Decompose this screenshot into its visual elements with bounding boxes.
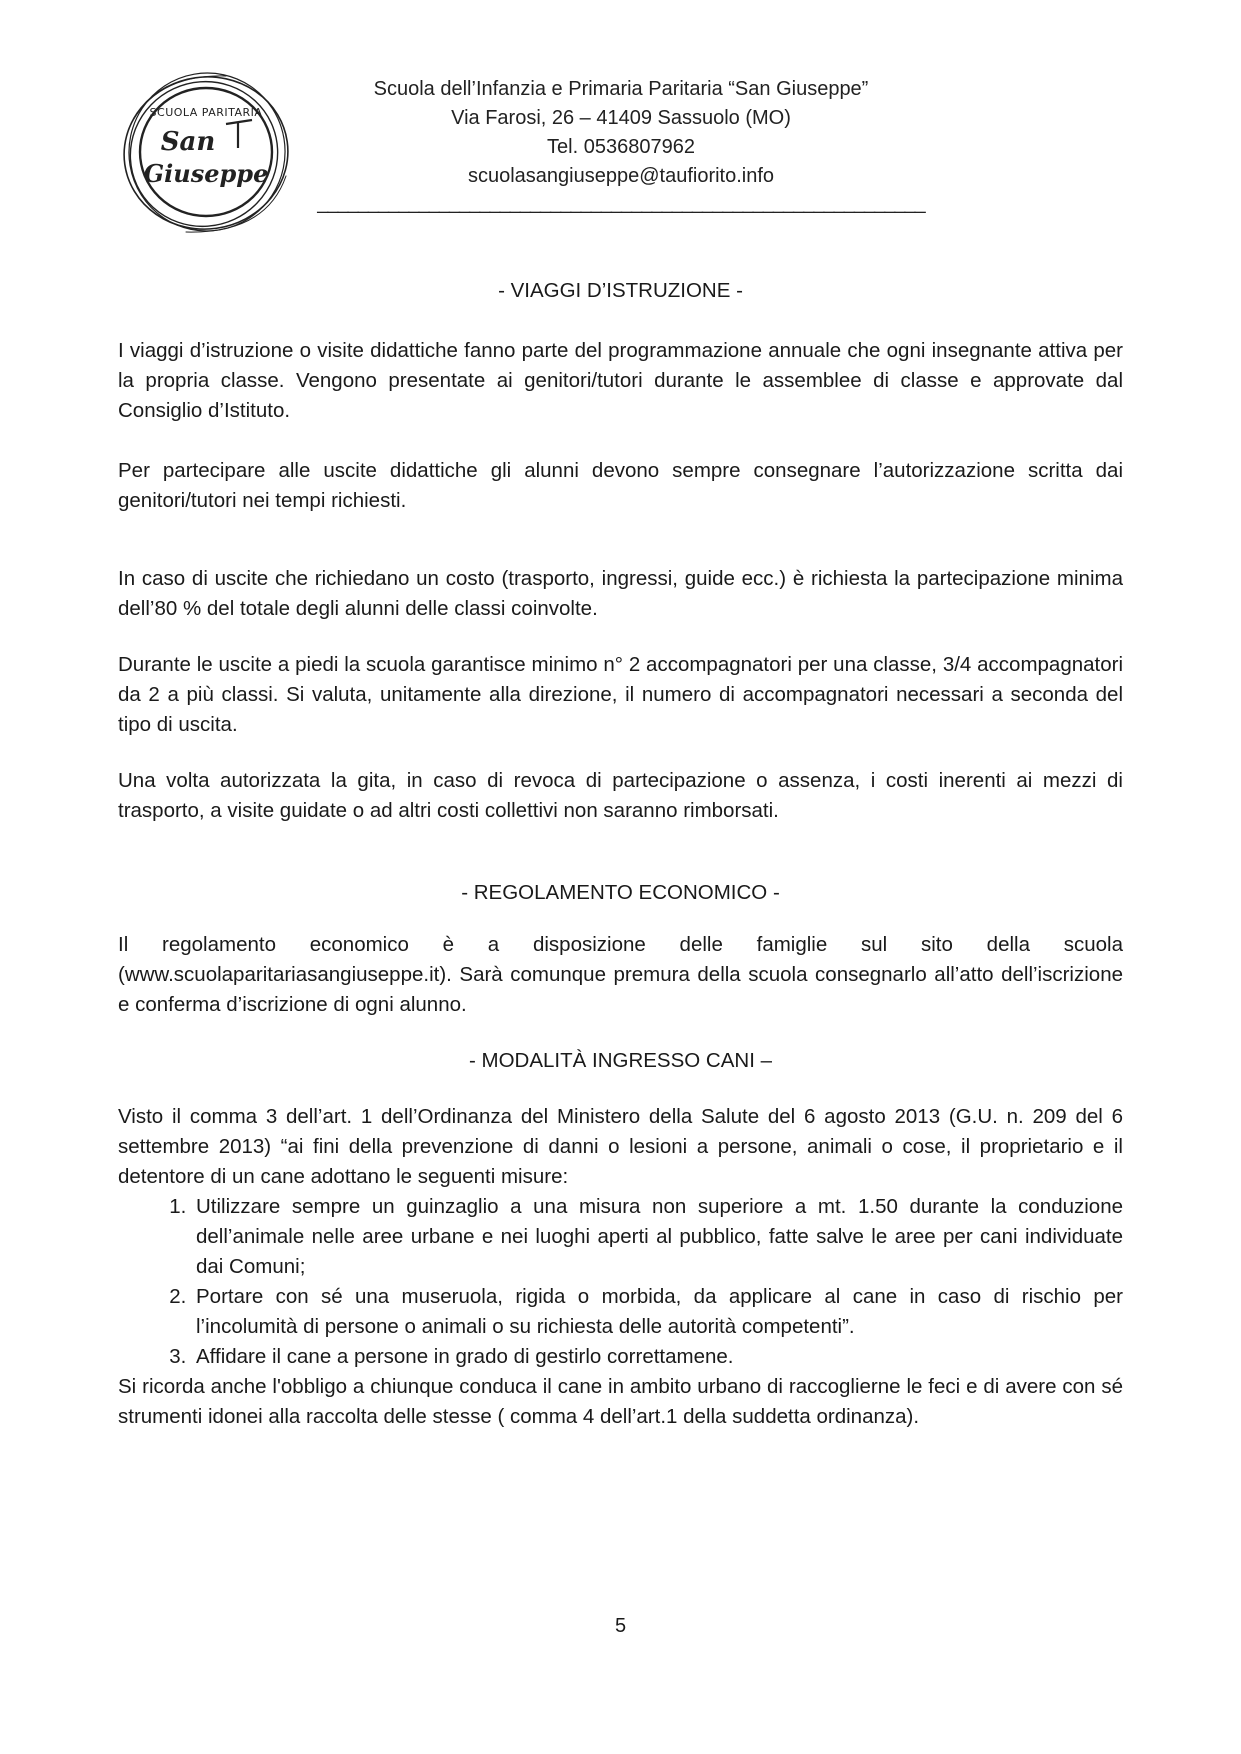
section-title-regolamento: - REGOLAMENTO ECONOMICO - <box>461 881 780 904</box>
school-name: Scuola dell’Infanzia e Primaria Paritaria “San Giuseppe” <box>373 78 869 100</box>
paragraph: Una volta autorizzata la gita, in caso di revoca di partecipazione o assenza, i costi inerenti ai mezzi di trasporto, a visite guidate o ad altri costi collettivi non saranno rimborsati. <box>118 769 1123 822</box>
tau-cross-icon <box>226 120 252 148</box>
list-item: 3. Affidare il cane a persone in grado di gestirlo correttamene. <box>192 1342 1123 1372</box>
measures-list <box>118 1192 1123 1372</box>
school-logo <box>116 66 296 240</box>
document-body <box>118 276 1123 1432</box>
paragraph: Il regolamento economico è a disposizione delle famiglie sul sito della scuola (www.scuolaparitariasangiuseppe.it). Sarà comunque premura della scuola consegnarlo all’atto dell’iscrizione e conferma d’iscrizione di ogni alunno. <box>118 933 1123 1016</box>
paragraph: In caso di uscite che richiedano un costo (trasporto, ingressi, guide ecc.) è richiesta la partecipazione minima dell’80 % del totale degli alunni delle classi coinvolte. <box>118 567 1123 620</box>
header-rule: ____________________________________________________________ <box>317 193 925 213</box>
page-number: 5 <box>614 1615 627 1637</box>
logo-line1: SCUOLA PARITARIA <box>149 106 263 119</box>
section-title-cani: - MODALITÀ INGRESSO CANI – <box>469 1049 772 1072</box>
document-header <box>296 75 946 213</box>
paragraph: Si ricorda anche l'obbligo a chiunque conduca il cane in ambito urbano di raccoglierne le feci e di avere con sé strumenti idonei alla raccolta delle stesse ( comma 4 dell’art.1 della suddetta ordinanza). <box>118 1375 1123 1428</box>
paragraph: Durante le uscite a piedi la scuola garantisce minimo n° 2 accompagnatori per una classe, 3/4 accompagnatori da 2 a più classi. Si valuta, unitamente alla direzione, il numero di accompagnatori necessari a seconda del tipo di uscita. <box>118 653 1123 736</box>
school-address: Via Farosi, 26 – 41409 Sassuolo (MO) <box>451 107 791 129</box>
list-item: 2. Portare con sé una museruola, rigida o morbida, da applicare al cane in caso di rischio per l’incolumità di persone o animali o su richiesta delle autorità competenti”. <box>192 1282 1123 1342</box>
logo-line3: Giuseppe <box>143 159 269 188</box>
paragraph: Visto il comma 3 dell’art. 1 dell’Ordinanza del Ministero della Salute del 6 agosto 2013 (G.U. n. 209 del 6 settembre 2013) “ai fini della prevenzione di danni o lesioni a persone, animali o cose, il proprietario e il detentore di un cane adottano le seguenti misure: <box>118 1105 1123 1188</box>
list-item: 1. Utilizzare sempre un guinzaglio a una misura non superiore a mt. 1.50 durante la conduzione dell’animale nelle aree urbane e nei luoghi aperti al pubblico, fatte salve le aree per cani individuate dai Comuni; <box>192 1192 1123 1282</box>
logo-line2: San <box>160 127 216 157</box>
section-title-viaggi: - VIAGGI D’ISTRUZIONE - <box>498 279 743 302</box>
school-email: scuolasangiuseppe@taufiorito.info <box>467 165 775 187</box>
paragraph: Per partecipare alle uscite didattiche gli alunni devono sempre consegnare l’autorizzazione scritta dai genitori/tutori nei tempi richiesti. <box>118 459 1123 512</box>
paragraph: I viaggi d’istruzione o visite didattiche fanno parte del programmazione annuale che ogni insegnante attiva per la propria classe. Vengono presentate ai genitori/tutori durante le assemblee di classe e approvate dal Consiglio d’Istituto. <box>118 339 1123 422</box>
school-phone: Tel. 0536807962 <box>547 136 695 158</box>
